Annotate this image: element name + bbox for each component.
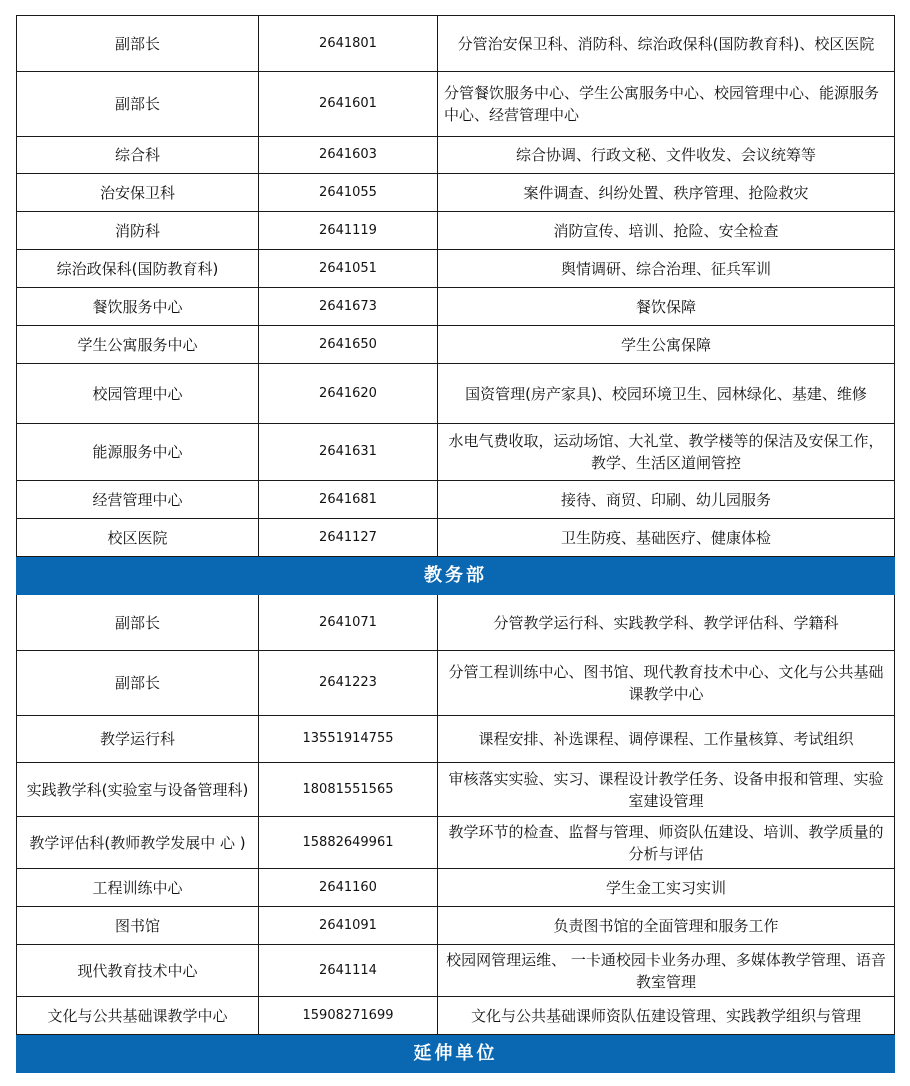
duty-description: 审核落实实验、实习、课程设计教学任务、设备申报和管理、实验室建设管理 [438,763,895,817]
table-row [17,945,895,997]
dept-name: 消防科 [17,212,259,250]
table-row [17,212,895,250]
dept-name: 餐饮服务中心 [17,288,259,326]
table-row [17,763,895,817]
table-row [17,174,895,212]
duty-description: 学生公寓保障 [438,326,895,364]
duty-description: 课程安排、补选课程、调停课程、工作量核算、考试组织 [438,716,895,763]
dept-name: 文化与公共基础课教学中心 [17,997,259,1035]
table-row [17,997,895,1035]
phone-number: 13551914755 [259,716,438,763]
dept-name: 综合科 [17,137,259,174]
duty-description: 卫生防疫、基础医疗、健康体检 [438,519,895,557]
table-row [17,326,895,364]
dept-name: 能源服务中心 [17,424,259,481]
dept-name: 综治政保科(国防教育科) [17,250,259,288]
phone-number: 2641601 [259,72,438,137]
duty-description: 校园网管理运维、 一卡通校园卡业务办理、多媒体教学管理、语音教室管理 [438,945,895,997]
dept-name: 副部长 [17,595,259,651]
dept-name: 治安保卫科 [17,174,259,212]
duty-description: 分管教学运行科、实践教学科、教学评估科、学籍科 [438,595,895,651]
table-row [17,137,895,174]
table-row [17,16,895,72]
phone-number: 2641051 [259,250,438,288]
duty-description: 文化与公共基础课师资队伍建设管理、实践教学组织与管理 [438,997,895,1035]
table-row [17,72,895,137]
dept-name: 副部长 [17,72,259,137]
dept-name: 教学运行科 [17,716,259,763]
phone-number: 2641631 [259,424,438,481]
section-title: 延伸单位 [17,1035,895,1073]
phone-number: 2641114 [259,945,438,997]
phone-number: 2641160 [259,869,438,907]
duty-description: 案件调查、纠纷处置、秩序管理、抢险救灾 [438,174,895,212]
table-row [17,651,895,716]
table-row [17,288,895,326]
phone-number: 2641071 [259,595,438,651]
phone-number: 18081551565 [259,763,438,817]
dept-name: 校园管理中心 [17,364,259,424]
duty-description: 教学环节的检查、监督与管理、师资队伍建设、培训、教学质量的分析与评估 [438,817,895,869]
section-title: 教务部 [17,557,895,595]
phone-number: 2641055 [259,174,438,212]
dept-name: 图书馆 [17,907,259,945]
dept-name: 学生公寓服务中心 [17,326,259,364]
phone-number: 2641650 [259,326,438,364]
phone-number: 2641223 [259,651,438,716]
duty-description: 分管治安保卫科、消防科、综治政保科(国防教育科)、校区医院 [438,16,895,72]
duty-description: 舆情调研、综合治理、征兵军训 [438,250,895,288]
phone-number: 2641681 [259,481,438,519]
dept-name: 教学评估科(教师教学发展中 心 ) [17,817,259,869]
duty-description: 分管工程训练中心、图书馆、现代教育技术中心、文化与公共基础课教学中心 [438,651,895,716]
dept-name: 副部长 [17,16,259,72]
table-row [17,364,895,424]
table-row [17,869,895,907]
duty-description: 消防宣传、培训、抢险、安全检查 [438,212,895,250]
table-row [17,716,895,763]
dept-name: 副部长 [17,651,259,716]
dept-name: 校区医院 [17,519,259,557]
duty-description: 水电气费收取，运动场馆、大礼堂、教学楼等的保洁及安保工作，教学、生活区道闸管控 [438,424,895,481]
phone-number: 2641127 [259,519,438,557]
dept-name: 工程训练中心 [17,869,259,907]
dept-name: 经营管理中心 [17,481,259,519]
duty-description: 国资管理(房产家具)、校园环境卫生、园林绿化、基建、维修 [438,364,895,424]
duty-description: 接待、商贸、印刷、幼儿园服务 [438,481,895,519]
phone-number: 2641673 [259,288,438,326]
contact-table-container [16,15,894,1073]
dept-name: 实践教学科(实验室与设备管理科) [17,763,259,817]
duty-description: 负责图书馆的全面管理和服务工作 [438,907,895,945]
table-row [17,907,895,945]
table-row [17,424,895,481]
duty-description: 学生金工实习实训 [438,869,895,907]
table-row [17,519,895,557]
phone-number: 2641119 [259,212,438,250]
table-row [17,250,895,288]
section-header-row [17,1035,895,1073]
phone-number: 15882649961 [259,817,438,869]
table-row [17,481,895,519]
phone-number: 2641091 [259,907,438,945]
phone-number: 2641603 [259,137,438,174]
dept-name: 现代教育技术中心 [17,945,259,997]
table-row [17,817,895,869]
duty-description: 餐饮保障 [438,288,895,326]
phone-number: 2641801 [259,16,438,72]
contact-table [16,15,895,1073]
duty-description: 综合协调、行政文秘、文件收发、会议统筹等 [438,137,895,174]
phone-number: 15908271699 [259,997,438,1035]
duty-description: 分管餐饮服务中心、学生公寓服务中心、校园管理中心、能源服务中心、经营管理中心 [438,72,895,137]
table-row [17,595,895,651]
phone-number: 2641620 [259,364,438,424]
section-header-row [17,557,895,595]
